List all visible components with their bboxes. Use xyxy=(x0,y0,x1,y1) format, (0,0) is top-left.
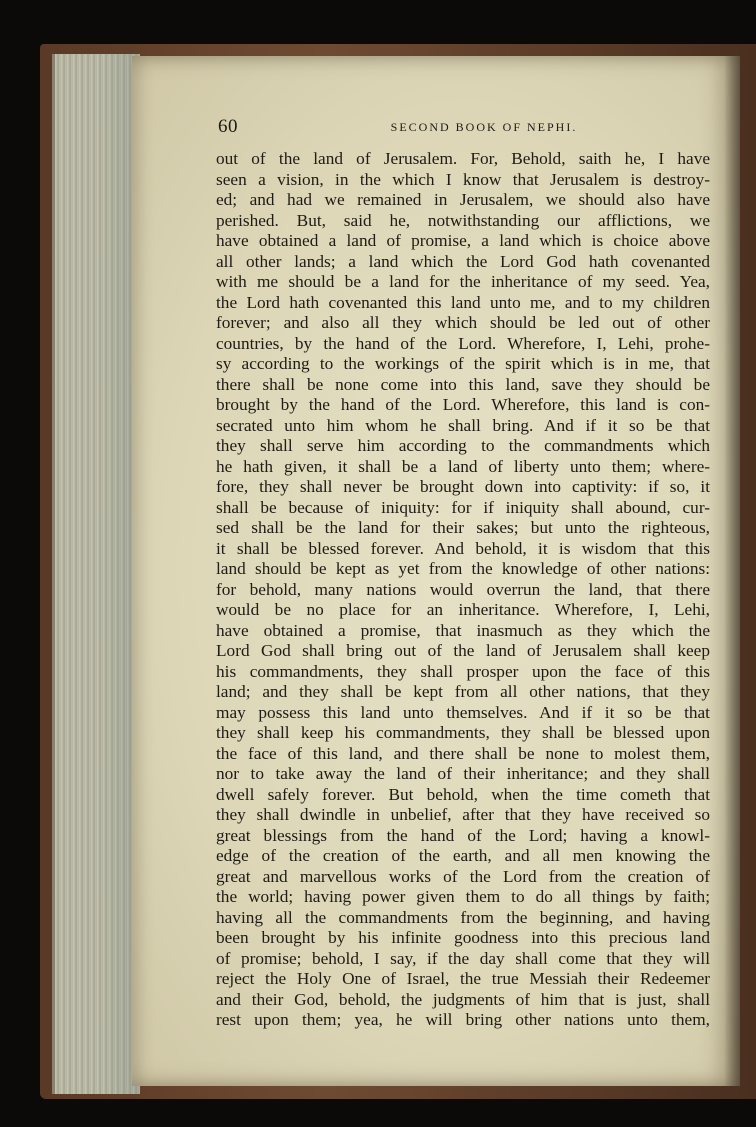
text-line: brought by the hand of the Lord. Wherefore, this land is con- xyxy=(216,395,710,414)
text-line: sy according to the workings of the spirit which is in me, that xyxy=(216,354,710,373)
text-line: have obtained a land of promise, a land which is choice above xyxy=(216,231,710,250)
text-line: and their God, behold, the judgments of him that is just, shall xyxy=(216,989,710,1009)
text-line: reject the Holy One of Israel, the true Messiah their Redeemer xyxy=(216,969,710,988)
text-line: with me should be a land for the inheritance of my seed. Yea, xyxy=(216,272,710,291)
text-line: have obtained a promise, that inasmuch as they which the xyxy=(216,620,710,640)
text-line: the face of this land, and there shall be none to molest them, xyxy=(216,743,710,763)
text-line: they shall keep his commandments, they shall be blessed upon xyxy=(216,723,710,742)
text-line: dwell safely forever. But behold, when the time cometh that xyxy=(216,784,710,804)
text-line: been brought by his infinite goodness into this precious land xyxy=(216,928,710,947)
text-line: it shall be blessed forever. And behold, it is wisdom that this xyxy=(216,538,710,558)
text-line: all other lands; a land which the Lord God hath covenanted xyxy=(216,251,710,271)
text-line: secrated unto him whom he shall bring. And if it so be that xyxy=(216,415,710,435)
text-line: countries, by the hand of the Lord. Wherefore, I, Lehi, prohe- xyxy=(216,333,710,353)
text-line: Lord God shall bring out of the land of Jerusalem shall keep xyxy=(216,641,710,660)
text-line: there shall be none come into this land, save they should be xyxy=(216,374,710,394)
text-line: shall be because of iniquity: for if iniquity shall abound, cur- xyxy=(216,497,710,517)
text-line: nor to take away the land of their inheritance; and they shall xyxy=(216,764,710,783)
book-page xyxy=(132,56,740,1086)
text-line: great blessings from the hand of the Lord; having a knowl- xyxy=(216,825,710,845)
text-line: land should be kept as yet from the knowledge of other nations: xyxy=(216,559,710,578)
text-line: rest upon them; yea, he will bring other nations unto them, xyxy=(216,1010,710,1029)
text-line: may possess this land unto themselves. And if it so be that xyxy=(216,702,710,722)
body-text xyxy=(216,149,710,1031)
text-line: out of the land of Jerusalem. For, Behold, saith he, I have xyxy=(216,149,710,168)
text-line: edge of the creation of the earth, and all men knowing the xyxy=(216,846,710,865)
text-line: fore, they shall never be brought down into captivity: if so, it xyxy=(216,477,710,496)
text-line: of promise; behold, I say, if the day shall come that they will xyxy=(216,948,710,968)
text-line: forever; and also all they which should be led out of other xyxy=(216,313,710,332)
text-line: sed shall be the land for their sakes; but unto the righteous, xyxy=(216,518,710,537)
text-line: his commandments, they shall prosper upon the face of this xyxy=(216,661,710,681)
text-line: they shall serve him according to the commandments which xyxy=(216,436,710,455)
text-line: perished. But, said he, notwithstanding our afflictions, we xyxy=(216,210,710,230)
text-line: great and marvellous works of the Lord from the creation of xyxy=(216,866,710,886)
text-line: would be no place for an inheritance. Wherefore, I, Lehi, xyxy=(216,600,710,619)
text-line: the Lord hath covenanted this land unto me, and to my children xyxy=(216,292,710,312)
text-line: the world; having power given them to do all things by faith; xyxy=(216,887,710,906)
text-line: for behold, many nations would overrun the land, that there xyxy=(216,579,710,599)
text-line: seen a vision, in the which I know that Jerusalem is destroy- xyxy=(216,169,710,189)
text-line: ed; and had we remained in Jerusalem, we should also have xyxy=(216,190,710,209)
text-line: they shall dwindle in unbelief, after that they have received so xyxy=(216,805,710,824)
page-gutter-shadow xyxy=(724,56,740,1086)
page-number: 60 xyxy=(218,116,238,137)
page-header xyxy=(218,116,710,138)
text-line: he hath given, it shall be a land of liberty unto them; where- xyxy=(216,456,710,476)
running-head: SECOND BOOK OF NEPHI. xyxy=(390,120,578,134)
text-line: land; and they shall be kept from all other nations, that they xyxy=(216,682,710,701)
text-line: having all the commandments from the beginning, and having xyxy=(216,907,710,927)
page-edges xyxy=(52,54,140,1094)
